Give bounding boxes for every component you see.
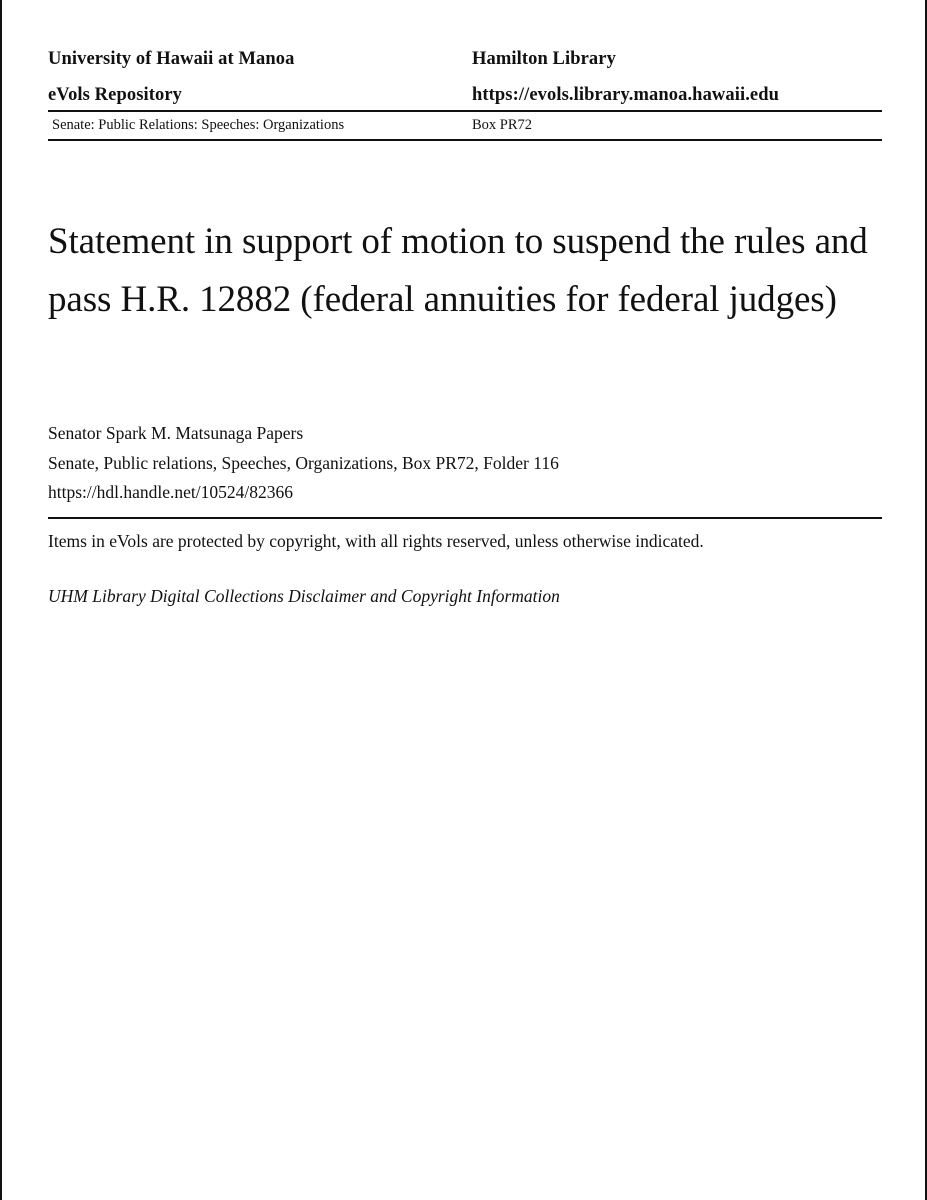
collection-name: Senator Spark M. Matsunaga Papers <box>48 423 304 443</box>
page-header <box>48 48 882 106</box>
box-label-block <box>472 116 886 135</box>
copyright-statement: Items in eVols are protected by copyright, with all rights reserved, unless otherwise indicated. <box>48 531 704 551</box>
handle-url[interactable]: https://hdl.handle.net/10524/82366 <box>48 482 293 503</box>
copyright-divider <box>48 517 882 519</box>
collection-path-block <box>52 116 472 135</box>
header-row-secondary <box>48 84 882 106</box>
library-url-block <box>472 84 882 106</box>
page-title: Statement in support of motion to suspend the rules and pass H.R. 12882 (federal annuities for federal judges) <box>48 220 868 321</box>
library-name: Hamilton Library <box>472 49 616 69</box>
institution-block <box>48 48 472 70</box>
header-row-primary <box>48 48 882 70</box>
box-label: Box PR72 <box>472 117 533 133</box>
institution-name: University of Hawaii at Manoa <box>48 49 295 69</box>
repository-block <box>48 84 472 106</box>
repository-name: eVols Repository <box>48 85 183 106</box>
library-block <box>472 48 882 70</box>
collection-subheader <box>52 116 886 135</box>
disclaimer-link[interactable]: UHM Library Digital Collections Disclaimer and Copyright Information <box>48 586 560 606</box>
collection-path: Senate: Public Relations: Speeches: Organizations <box>52 117 345 133</box>
header-divider-bottom <box>48 139 882 141</box>
library-url[interactable]: https://evols.library.manoa.hawaii.edu <box>472 85 780 106</box>
citation-block <box>48 420 882 506</box>
header-divider-top <box>48 110 882 112</box>
series-description: Senate, Public relations, Speeches, Organizations, Box PR72, Folder 116 <box>48 452 559 473</box>
